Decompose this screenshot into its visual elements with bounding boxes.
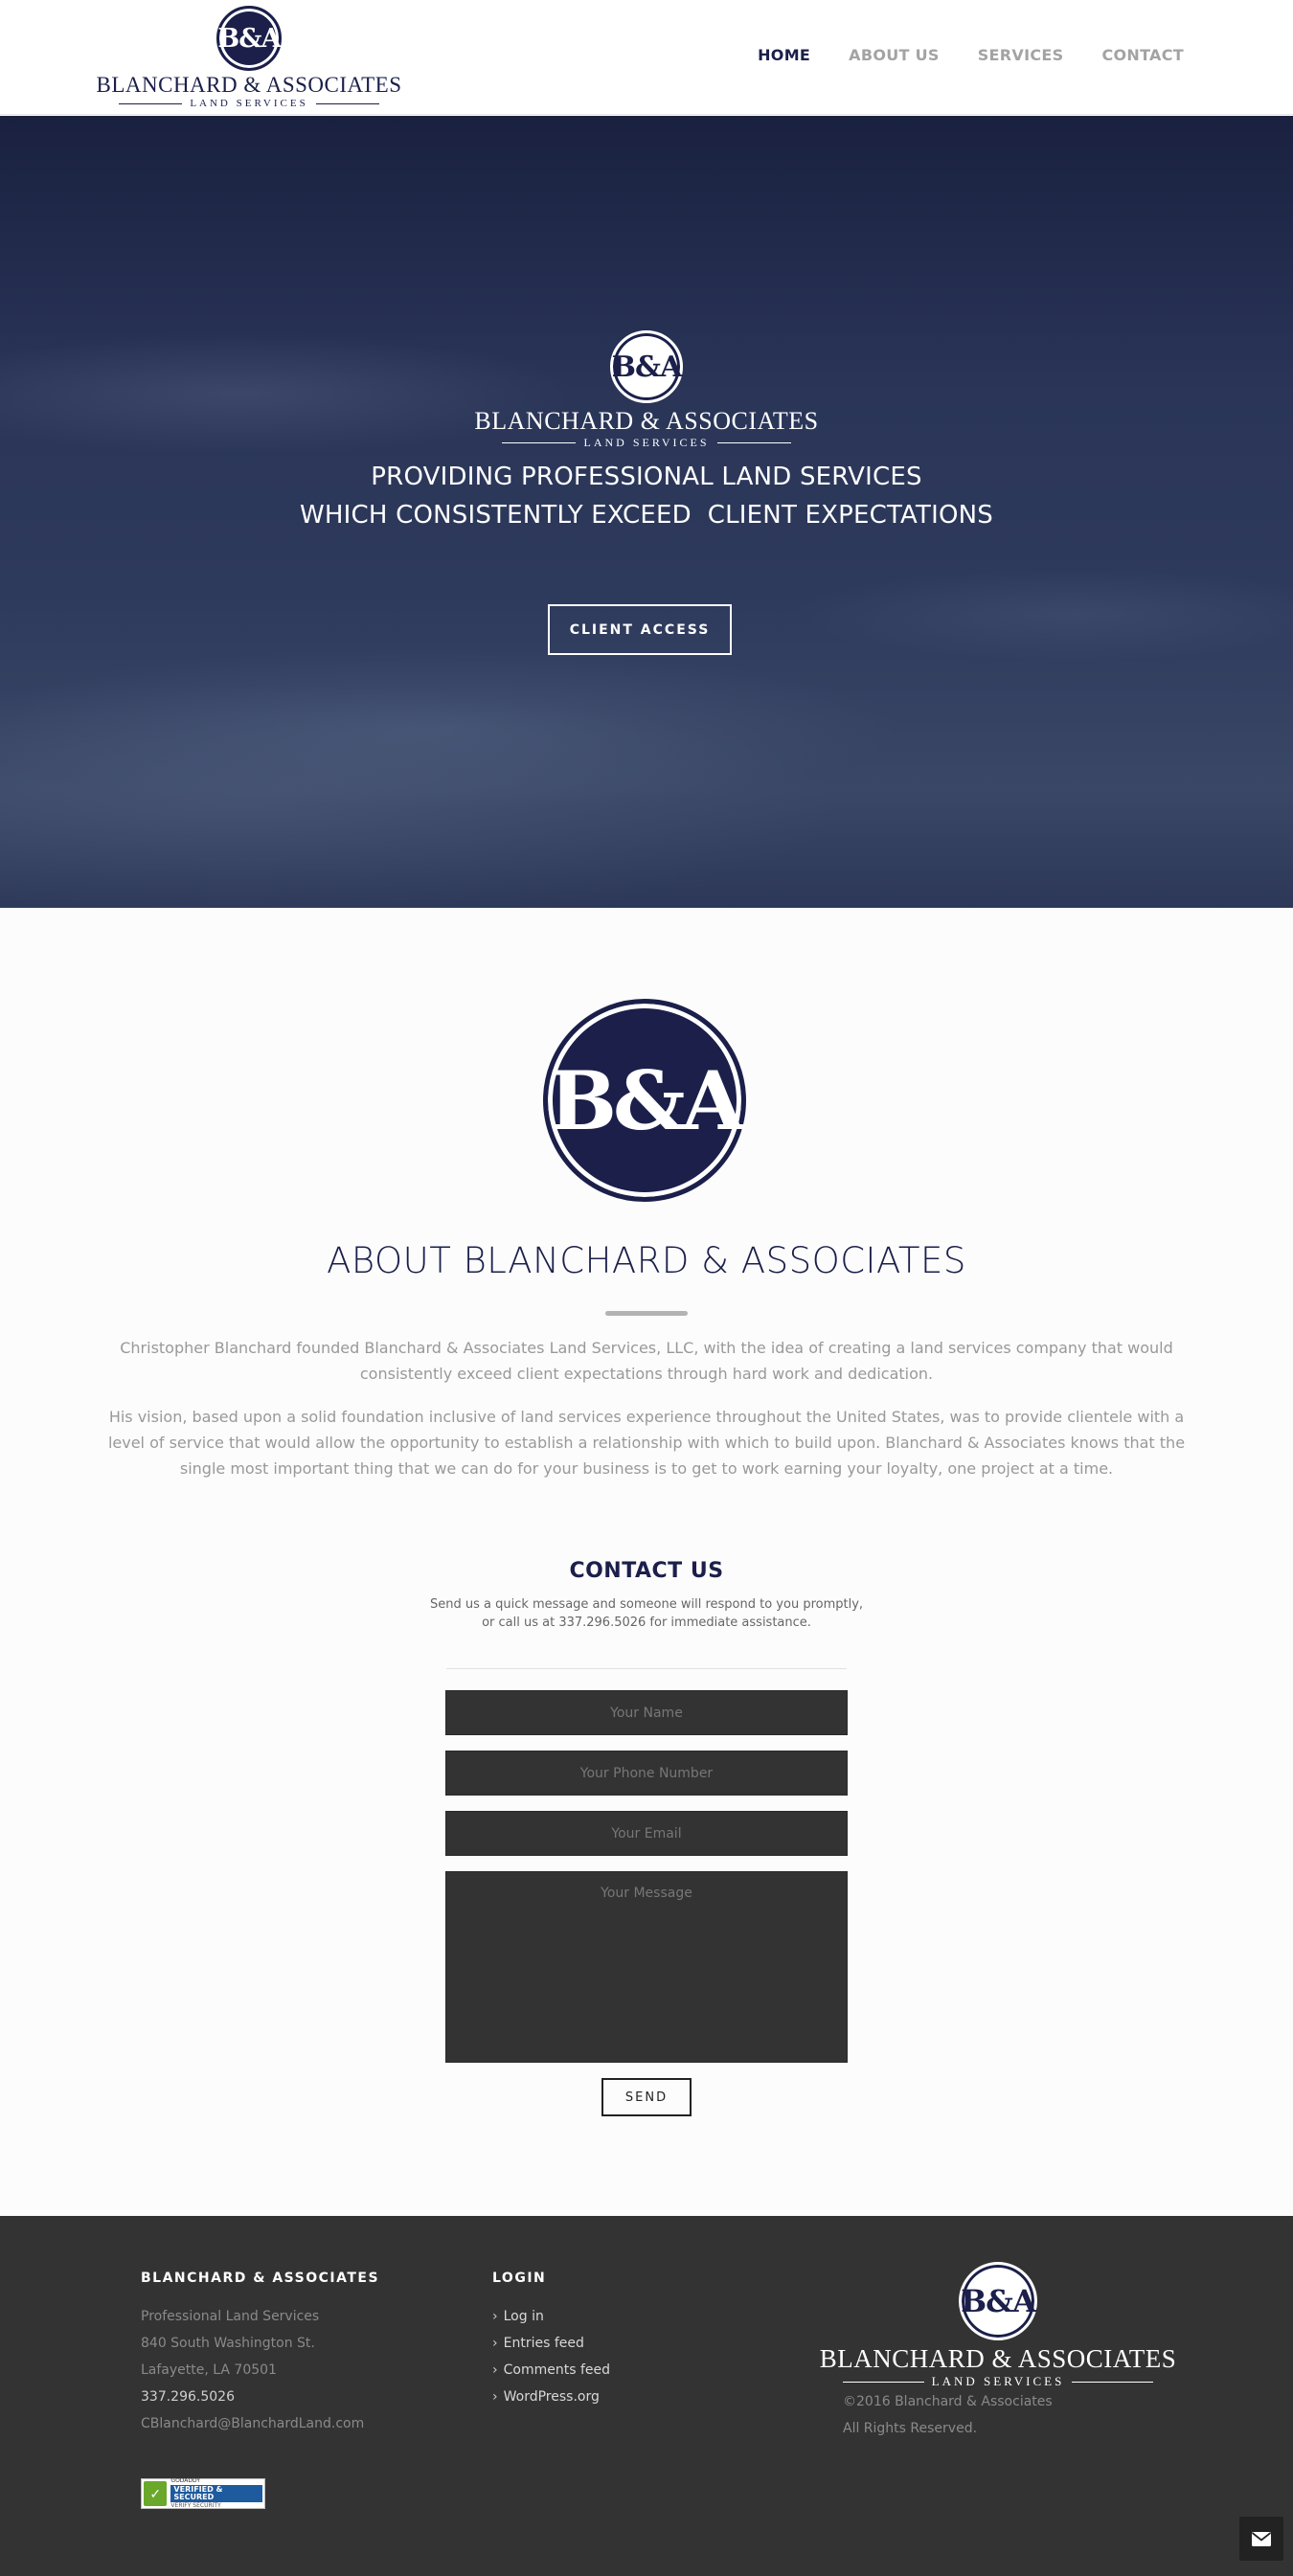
logo-tagline: LAND SERVICES: [190, 98, 308, 109]
logo-seal: B&A: [216, 6, 282, 71]
chevron-right-icon: ›: [492, 2309, 498, 2324]
client-access-button[interactable]: CLIENT ACCESS: [548, 604, 732, 655]
about-divider: [605, 1311, 688, 1316]
footer-logo: [819, 2262, 1177, 2389]
footer-link-wordpress[interactable]: › WordPress.org: [492, 2389, 600, 2405]
main-nav: [758, 46, 1184, 64]
chevron-right-icon: ›: [492, 2362, 498, 2378]
send-button[interactable]: SEND: [601, 2078, 692, 2116]
hero-logo-tagline: LAND SERVICES: [583, 436, 710, 449]
envelope-icon: [1252, 2532, 1271, 2546]
chevron-right-icon: ›: [492, 2336, 498, 2351]
hero-logo: [474, 330, 819, 450]
about-paragraph-1: Christopher Blanchard founded Blanchard & Associates Land Services, LLC, with the idea of creating a land services company that would consistently exceed client expectations through hard work and dedication.: [120, 1339, 1173, 1383]
phone-field[interactable]: Your Phone Number: [445, 1751, 848, 1796]
footer-phone-link[interactable]: 337.296.5026: [141, 2389, 235, 2405]
site-header: [0, 0, 1293, 115]
hero-headline-2: WHICH CONSISTENTLY EXCEED CLIENT EXPECTATIONS: [300, 501, 993, 530]
about-logo-seal: B&A: [543, 999, 746, 1202]
contact-subtitle-1: Send us a quick message and someone will respond to you promptly,: [429, 1597, 864, 1612]
chevron-right-icon: ›: [492, 2389, 498, 2405]
footer-login-title: LOGIN: [492, 2271, 547, 2286]
logo-name: BLANCHARD & ASSOCIATES: [96, 73, 402, 97]
hero-logo-seal: B&A: [610, 330, 683, 403]
about-paragraph-2: His vision, based upon a solid foundation inclusive of land services experience throughout the United States, was to provide clientele with a level of service that would allow the opportunity to establish a relationship with which to build upon. Blanchard & Associates knows that the single most important thing that we can do for your business is to get to work earning your loyalty, one project at a time.: [107, 1408, 1186, 1478]
contact-mail-button[interactable]: [1239, 2517, 1283, 2561]
footer-logo-name: BLANCHARD & ASSOCIATES: [819, 2344, 1177, 2373]
contact-title: CONTACT US: [569, 1559, 724, 1583]
lock-icon: ✓: [144, 2481, 167, 2506]
footer-copyright: ©2016 Blanchard & Associates: [843, 2394, 1053, 2409]
footer-email-link[interactable]: CBlanchard@BlanchardLand.com: [141, 2416, 365, 2431]
name-field[interactable]: Your Name: [445, 1690, 848, 1735]
contact-divider: [446, 1668, 847, 1669]
logo-tagline-row: [119, 98, 379, 109]
hero-logo-name: BLANCHARD & ASSOCIATES: [474, 407, 819, 435]
footer-link-log-in[interactable]: › Log in: [492, 2309, 544, 2324]
contact-subtitle-2: or call us at 337.296.5026 for immediate assistance.: [482, 1616, 811, 1630]
nav-about-us[interactable]: ABOUT US: [849, 46, 940, 64]
footer-logo-tagline: LAND SERVICES: [931, 2374, 1065, 2388]
nav-contact[interactable]: CONTACT: [1101, 46, 1184, 64]
footer-link-entries-feed[interactable]: › Entries feed: [492, 2336, 584, 2351]
nav-services[interactable]: SERVICES: [977, 46, 1064, 64]
godaddy-security-badge[interactable]: [141, 2478, 265, 2509]
header-logo[interactable]: [96, 6, 402, 109]
email-field[interactable]: Your Email: [445, 1811, 848, 1856]
hero-logo-tagline-row: [502, 436, 791, 450]
about-title: ABOUT BLANCHARD & ASSOCIATES: [327, 1240, 966, 1281]
footer-address-line-3: Lafayette, LA 70501: [141, 2362, 277, 2378]
footer-link-comments-feed[interactable]: › Comments feed: [492, 2362, 610, 2378]
nav-home[interactable]: HOME: [758, 46, 811, 64]
footer-logo-seal: B&A: [959, 2262, 1037, 2340]
footer-logo-tagline-row: [843, 2374, 1153, 2389]
badge-text: GODADDY VERIFIED & SECURED VERIFY SECURITY: [170, 2478, 262, 2509]
hero-headline-1: PROVIDING PROFESSIONAL LAND SERVICES: [371, 463, 922, 491]
hero-section: [0, 116, 1293, 908]
footer-company-title: BLANCHARD & ASSOCIATES: [141, 2271, 380, 2286]
footer-rights: All Rights Reserved.: [843, 2421, 978, 2436]
footer-address-line-2: 840 South Washington St.: [141, 2336, 315, 2351]
message-field[interactable]: Your Message: [445, 1871, 848, 2063]
footer-address-line-1: Professional Land Services: [141, 2309, 320, 2324]
